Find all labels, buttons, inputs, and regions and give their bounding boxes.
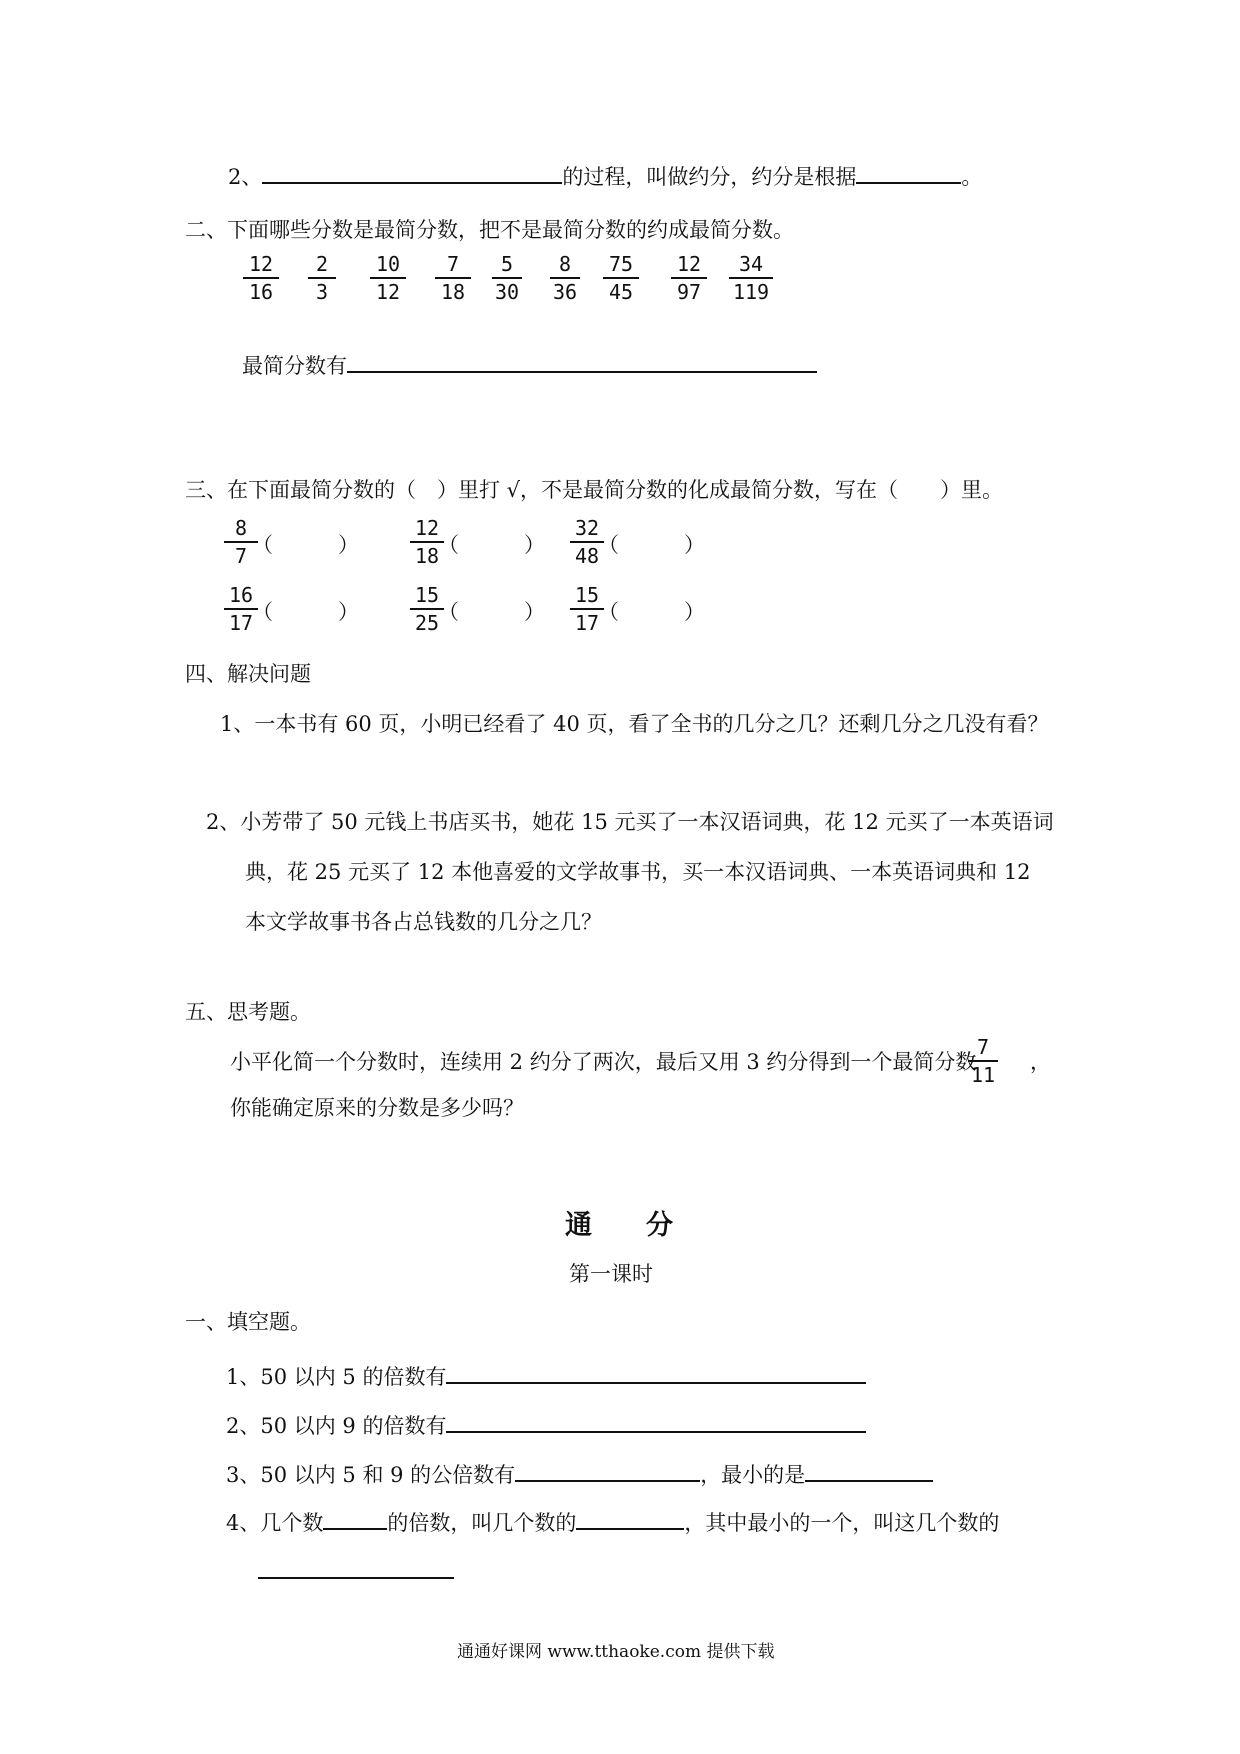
fraction-denominator: 12 [375,280,401,304]
section-4-heading: 四、解决问题 [185,662,311,686]
answer-box[interactable] [462,593,528,619]
fraction-denominator: 3 [315,280,329,304]
answer-blank[interactable] [323,1506,387,1530]
paren-open: （ [598,600,619,624]
fraction-numerator: 8 [224,518,258,543]
fill-question-1 [226,1360,866,1390]
fraction-denominator: 97 [676,280,702,304]
question-text: 1、50 以内 5 的倍数有 [226,1365,447,1389]
title-char-right: 分 [646,1210,673,1241]
fraction [603,254,639,302]
footer-credit: 通通好课网 www.tthaoke.com 提供下载 [457,1642,775,1662]
fraction-denominator: 119 [732,280,770,304]
fraction-numerator: 34 [729,254,773,279]
fraction [370,254,406,302]
fill-question-2 [226,1409,866,1439]
paren-close: ） [524,600,545,624]
fill-question-4-blank [258,1555,454,1585]
fraction-numerator: 7 [968,1037,998,1062]
fraction [550,254,580,302]
fill-question-3 [226,1458,933,1488]
fraction-denominator: 17 [228,611,254,635]
title-char-left: 通 [565,1210,592,1241]
question-text-2: ，最小的是 [700,1463,806,1487]
fraction-numerator: 15 [570,585,604,610]
question-text-3: ，其中最小的一个，叫这几个数的 [684,1511,1000,1535]
answer-blank[interactable] [262,160,562,184]
section-2-heading: 二、下面哪些分数是最简分数，把不是最简分数的约成最简分数。 [185,218,794,242]
top-question-2 [228,160,982,190]
answer-box[interactable] [276,593,342,619]
fraction-denominator: 18 [414,544,440,568]
fraction-seven-elevenths [968,1037,998,1085]
fraction-numerator: 75 [603,254,639,279]
thinking-question-line-1: 小平化简一个分数时，连续用 2 约分了两次，最后又用 3 约分得到一个最简分数 [230,1050,977,1074]
section-3-heading: 三、在下面最简分数的（ ）里打 √，不是最简分数的化成最简分数，写在（ ）里。 [185,478,1004,502]
question-text: 的过程，叫做约分，约分是根据 [562,165,857,189]
fraction [435,254,471,302]
fraction-denominator: 48 [574,544,600,568]
fraction-denominator: 18 [440,280,466,304]
answer-box[interactable] [622,593,688,619]
fraction-numerator: 10 [370,254,406,279]
answer-blank[interactable] [856,160,961,184]
answer-box[interactable] [276,526,342,552]
fraction-denominator: 36 [552,280,578,304]
fill-heading: 一、填空题。 [185,1310,311,1334]
paren-close: ） [684,600,705,624]
fraction-numerator: 12 [243,254,279,279]
fraction-numerator: 8 [550,254,580,279]
question-text-2: 的倍数，叫几个数的 [387,1511,577,1535]
paren-close: ） [338,533,359,557]
paren-open: （ [252,533,273,557]
problem-1: 1、一本书有 60 页，小明已经看了 40 页，看了全书的几分之几？还剩几分之几没有看？ [220,712,1049,736]
fraction-denominator: 11 [970,1063,996,1087]
answer-box[interactable] [462,526,528,552]
fraction-numerator: 12 [410,518,444,543]
fraction-numerator: 15 [410,585,444,610]
paren-open: （ [438,533,459,557]
section-5-heading: 五、思考题。 [185,1000,311,1024]
question-text: 4、几个数 [226,1511,324,1535]
paren-close: ） [684,533,705,557]
answer-blank[interactable] [446,1409,866,1433]
answer-blank[interactable] [805,1458,933,1482]
fraction-numerator: 7 [435,254,471,279]
lesson-subtitle: 第一课时 [569,1262,653,1286]
simplest-fractions-answer [242,349,817,379]
paren-open: （ [252,600,273,624]
thinking-question-line-2: 你能确定原来的分数是多少吗？ [230,1096,524,1120]
comma: ， [1030,1050,1051,1074]
answer-blank[interactable] [446,1360,866,1384]
answer-blank[interactable] [576,1506,684,1530]
problem-2-line-2: 典，花 25 元买了 12 本他喜爱的文学故事书，买一本汉语词典、一本英语词典和 12 [245,860,1031,884]
lesson-title [565,1210,673,1242]
fraction-numerator: 32 [570,518,604,543]
fraction [492,254,522,302]
problem-2-line-1: 2、小芳带了 50 元钱上书店买书，她花 15 元买了一本汉语词典，花 12 元买了一本英语词 [206,810,1054,834]
fill-question-4 [226,1506,999,1536]
question-end: 。 [961,165,983,189]
fraction-numerator: 16 [224,585,258,610]
question-text: 2、50 以内 9 的倍数有 [226,1414,447,1438]
question-text: 3、50 以内 5 和 9 的公倍数有 [226,1463,516,1487]
answer-blank[interactable] [515,1458,700,1482]
answer-label: 最简分数有 [242,354,347,378]
paren-open: （ [438,600,459,624]
fraction [243,254,279,302]
fraction-denominator: 25 [414,611,440,635]
fraction-numerator: 2 [308,254,336,279]
fraction-numerator: 12 [671,254,707,279]
question-number: 2、 [228,165,263,189]
paren-open: （ [598,533,619,557]
paren-close: ） [338,600,359,624]
fraction-denominator: 16 [248,280,274,304]
fraction-denominator: 30 [494,280,520,304]
fraction [308,254,336,302]
paren-close: ） [524,533,545,557]
answer-blank[interactable] [258,1555,454,1579]
problem-2-line-3: 本文学故事书各占总钱数的几分之几？ [245,910,602,934]
fraction-denominator: 17 [574,611,600,635]
fraction-denominator: 7 [234,544,248,568]
fraction-denominator: 45 [608,280,634,304]
fraction [729,254,773,302]
answer-blank[interactable] [347,349,817,373]
answer-box[interactable] [622,526,688,552]
fraction-numerator: 5 [492,254,522,279]
fraction [671,254,707,302]
